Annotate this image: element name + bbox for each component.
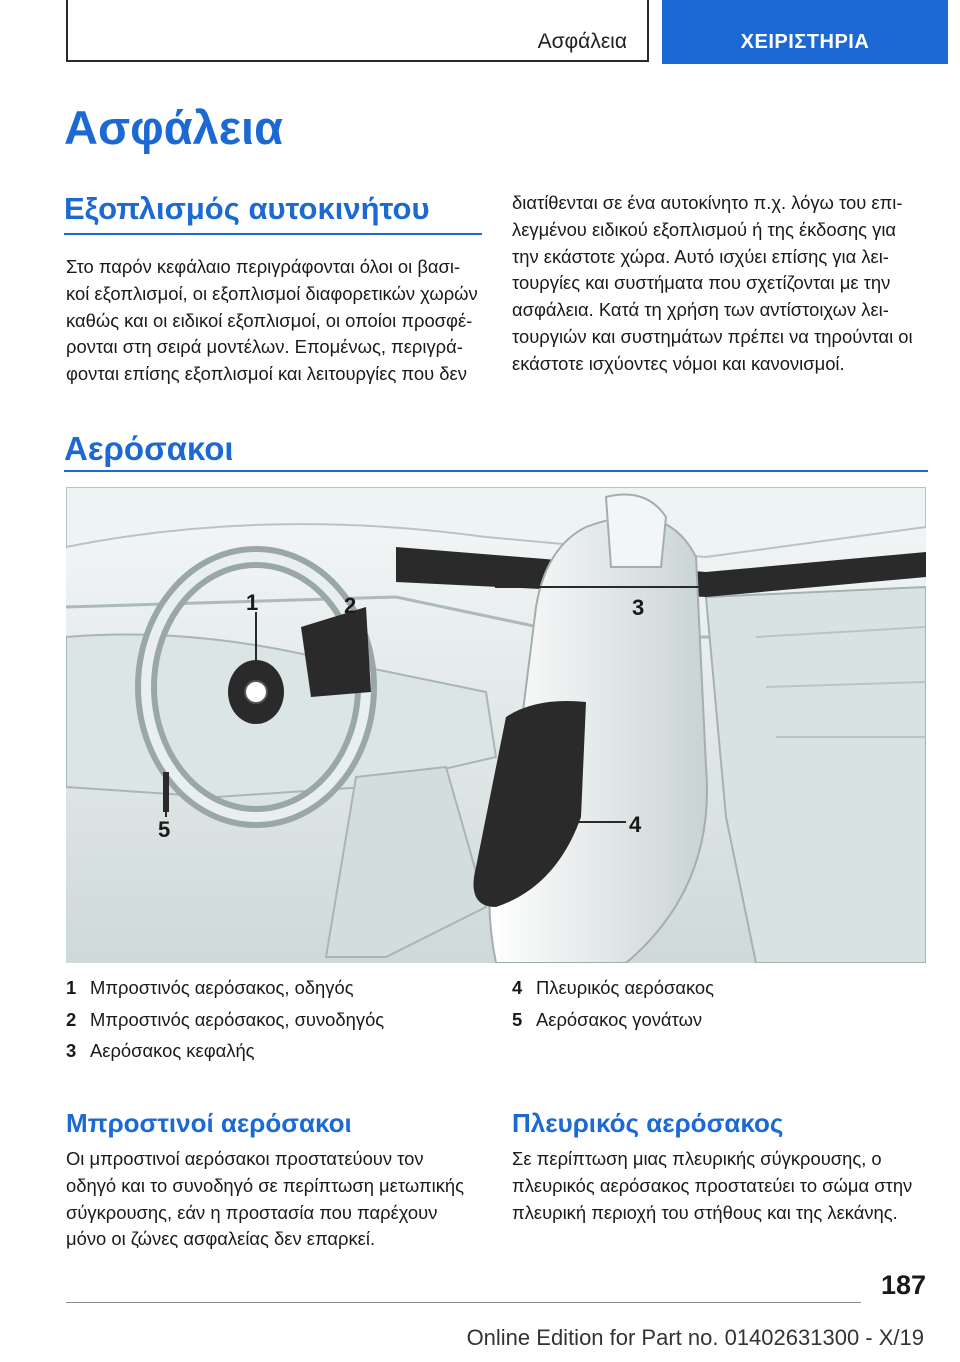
text-line: μόνο οι ζώνες ασφαλείας δεν επαρκεί. bbox=[66, 1228, 376, 1250]
text-line: διατίθενται σε ένα αυτοκίνητο π.χ. λόγω του επι- bbox=[512, 192, 903, 213]
figure-legend-right bbox=[512, 977, 932, 1040]
text-line: τουργίες και συστήματα που σχετίζονται με την bbox=[512, 272, 891, 294]
side-airbag-heading: Πλευρικός αερόσακος bbox=[512, 1108, 784, 1138]
callout-number-1: 1 bbox=[246, 590, 259, 615]
airbags-heading: Αερόσακοι bbox=[64, 430, 234, 467]
airbag-locations-figure bbox=[66, 487, 926, 963]
equipment-heading-rule bbox=[64, 233, 482, 235]
legend-item bbox=[512, 1009, 932, 1041]
legend-number: 3 bbox=[66, 1040, 77, 1061]
text-line: καθώς και οι ειδικοί εξοπλισμοί, οι οποίοι προσφέ- bbox=[66, 309, 473, 331]
callout-number-4: 4 bbox=[629, 812, 642, 837]
manual-section-tab[interactable]: ΧΕΙΡΙΣΤΗΡΙΑ bbox=[662, 0, 948, 64]
text-line: τουργιών και συστημάτων πρέπει να τηρούνται οι bbox=[512, 325, 913, 347]
text-line: την εκάστοτε χώρα. Αυτό ισχύει επίσης για λει- bbox=[512, 245, 889, 267]
legend-label: Μπροστινός αερόσακος, οδηγός bbox=[90, 977, 354, 998]
text-line: οδηγό και το συνοδηγό σε περίπτωση μετωπικής bbox=[66, 1174, 464, 1196]
text-line: πλευρικός αερόσακος προστατεύει το σώμα στην bbox=[512, 1174, 913, 1196]
page-title: Ασφάλεια bbox=[64, 101, 284, 154]
text-line: λεγμένου ειδικού εξοπλισμού ή της έκδοσης για bbox=[512, 218, 897, 240]
legend-item bbox=[66, 1040, 486, 1072]
text-line: πλευρική περιοχή του στήθους και της λεκάνης. bbox=[512, 1201, 898, 1223]
text-line: κοί εξοπλισμοί, οι εξοπλισμοί διαφορετικών χωρών bbox=[66, 282, 478, 304]
legend-label: Πλευρικός αερόσακος bbox=[536, 977, 715, 998]
legend-number: 2 bbox=[66, 1008, 77, 1030]
legend-item bbox=[66, 1009, 486, 1041]
text-line: ασφάλεια. Κατά τη χρήση των αντίστοιχων λει- bbox=[512, 299, 889, 321]
legend-label: Αερόσακος κεφαλής bbox=[90, 1040, 255, 1061]
legend-number: 4 bbox=[512, 977, 523, 998]
legend-label: Αερόσακος γονάτων bbox=[536, 1008, 703, 1030]
steering-wheel-logo-icon bbox=[245, 681, 267, 703]
front-airbags-heading: Μπροστινοί αερόσακοι bbox=[66, 1108, 352, 1138]
equipment-text-left bbox=[66, 254, 486, 388]
page-number: 187 bbox=[880, 1270, 926, 1300]
text-line: φονται επίσης εξοπλισμοί και λειτουργίες που δεν bbox=[66, 363, 467, 385]
headrest-shape bbox=[606, 495, 666, 568]
text-line: εκάστοτε ισχύοντες νόμοι και κανονισμοί. bbox=[512, 352, 845, 374]
footer-rule bbox=[66, 1302, 861, 1303]
figure-legend-left bbox=[66, 977, 486, 1072]
text-line: σύγκρουσης, εάν η προστασία που παρέχουν bbox=[66, 1201, 438, 1223]
section-tab[interactable]: Ασφάλεια bbox=[66, 0, 649, 62]
equipment-heading: Εξοπλισμός αυτοκινήτου bbox=[64, 191, 430, 226]
text-line: Οι μπροστινοί αερόσακοι προστατεύουν τον bbox=[66, 1148, 424, 1169]
callout-number-2: 2 bbox=[344, 593, 357, 618]
legend-number: 1 bbox=[66, 977, 77, 998]
legend-item bbox=[512, 977, 932, 1009]
front-airbags-text bbox=[66, 1146, 486, 1253]
text-line: Σε περίπτωση μιας πλευρικής σύγκρουσης, ο bbox=[512, 1148, 882, 1169]
text-line: Στο παρόν κεφάλαιο περιγράφονται όλοι οι βασι- bbox=[66, 256, 461, 277]
airbags-heading-rule bbox=[64, 470, 928, 472]
callout-number-5: 5 bbox=[158, 817, 171, 842]
header-tabs bbox=[66, 0, 950, 64]
legend-item bbox=[66, 977, 486, 1009]
text-line: ρονται στη σειρά μοντέλων. Επομένως, περιγρά- bbox=[66, 336, 463, 358]
legend-label: Μπροστινός αερόσακος, συνοδηγός bbox=[90, 1008, 385, 1030]
footer-edition: Online Edition for Part no. 01402631300 - X/19 bbox=[466, 1325, 924, 1350]
legend-number: 5 bbox=[512, 1008, 523, 1030]
equipment-text-right bbox=[512, 190, 932, 378]
side-airbag-text bbox=[512, 1146, 932, 1226]
callout-number-3: 3 bbox=[632, 595, 645, 620]
